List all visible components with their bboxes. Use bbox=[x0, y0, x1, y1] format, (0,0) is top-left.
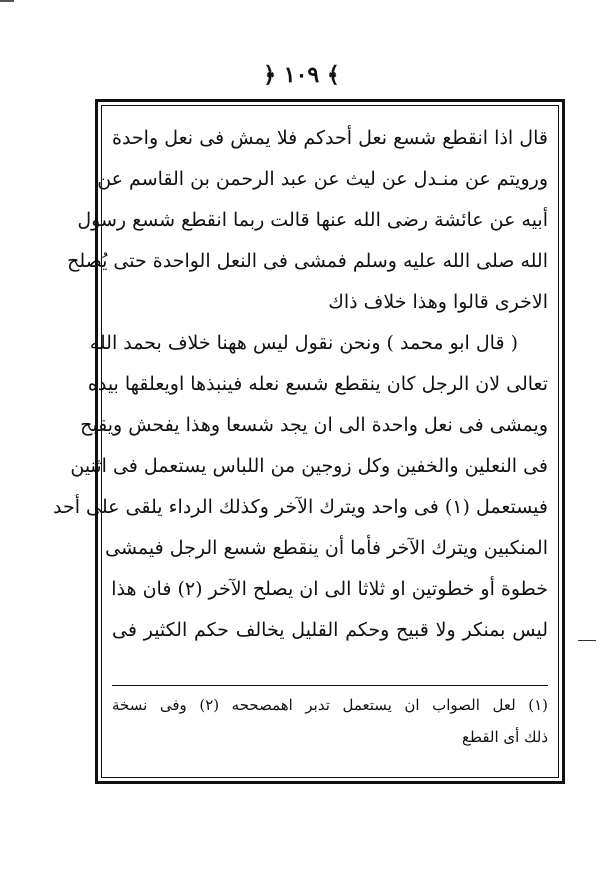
text-line: المنكبين ويترك الآخر فأما أن ينقطع شسع الرجل فيمشى bbox=[105, 537, 548, 559]
text-line: ( قال ابو محمد ) ونحن نقول ليس ههنا خلاف بحمد الله bbox=[89, 332, 518, 354]
margin-mark bbox=[578, 640, 596, 641]
footnote-line: (١) لعل الصواب ان يستعمل تدبر اهمصححه (٢) وفى نسخة bbox=[112, 696, 548, 714]
text-line: الاخرى قالوا وهذا خلاف ذاك bbox=[328, 291, 548, 313]
text-line: فيستعمل (١) فى واحد ويترك الآخر وكذلك الرداء يلقى على أحد bbox=[53, 496, 548, 518]
text-line: ورويتم عن منـدل عن ليث عن عبد الرحمن بن القاسم عن bbox=[97, 168, 548, 190]
text-line: تعالى لان الرجل كان ينقطع شسع نعله فينبذها اويعلقها بيده bbox=[87, 373, 548, 395]
text-line: فى النعلين والخفين وكل زوجين من اللباس يستعمل فى اثنين bbox=[70, 455, 548, 477]
text-line: خطوة أو خطوتين او ثلاثا الى ان يصلح الآخر (٢) فان هذا bbox=[111, 578, 548, 600]
page-number: ﴿ ١٠٩ ﴾ bbox=[263, 62, 340, 88]
body-text bbox=[53, 118, 548, 651]
footnote-line: ذلك أى القطع bbox=[462, 728, 548, 746]
text-line: ليس بمنكر ولا قبيح وحكم القليل يخالف حكم الكثير فى bbox=[112, 619, 548, 641]
text-line: أبيه عن عائشة رضى الله عنها قالت ربما انقطع شسع رسول bbox=[77, 209, 548, 231]
footnotes bbox=[112, 689, 548, 753]
text-line: الله صلى الله عليه وسلم فمشى فى النعل الواحدة حتى يُصلح bbox=[67, 250, 548, 272]
footnote-divider bbox=[112, 685, 548, 686]
text-line: قال اذا انقطع شسع نعل أحدكم فلا يمش فى نعل واحدة bbox=[112, 127, 548, 149]
corner-scan-mark bbox=[0, 0, 14, 2]
text-line: ويمشى فى نعل واحدة الى ان يجد شسعا وهذا يفحش ويقبح bbox=[80, 414, 548, 436]
